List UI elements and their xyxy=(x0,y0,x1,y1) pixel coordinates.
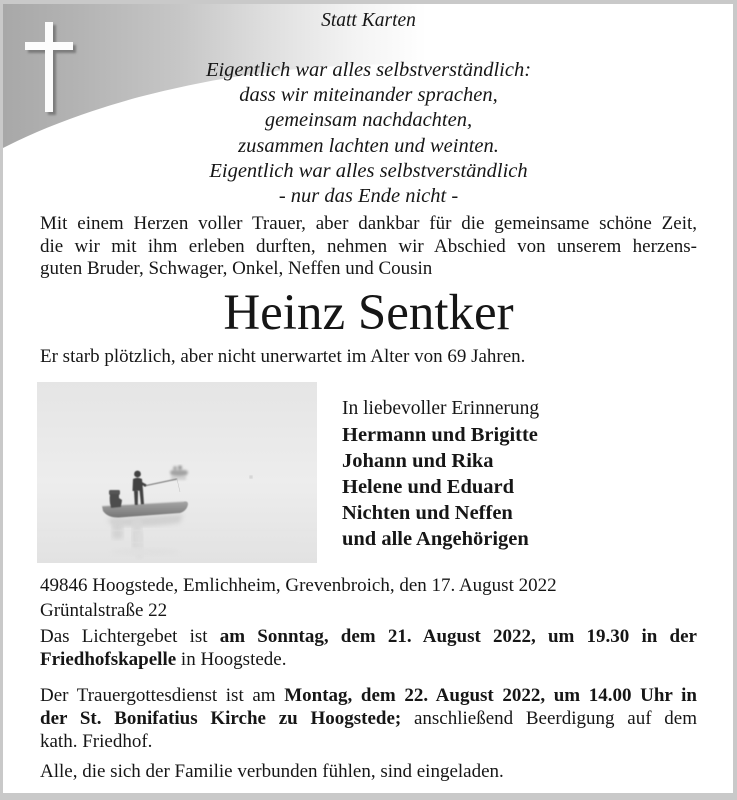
header-banner xyxy=(3,4,733,220)
poem-line: Eigentlich war alles selbstverständlich: xyxy=(205,59,532,81)
trauergottesdienst-date: Montag, dem 22. August 2022, um 14.00 Uhr in xyxy=(284,685,697,706)
mourner-name: und alle Angehörigen xyxy=(342,528,529,550)
mourner-name: Helene und Eduard xyxy=(342,476,515,498)
intro-paragraph xyxy=(40,213,697,281)
memory-block xyxy=(342,396,539,552)
lichtergebet-line xyxy=(40,648,697,671)
poem-line: zusammen lachten und weinten. xyxy=(238,134,499,157)
trauergottesdienst-paragraph xyxy=(40,684,697,753)
memorial-photo xyxy=(37,382,317,563)
intro-line: guten Bruder, Schwager, Onkel, Neffen und Cousin xyxy=(40,258,433,279)
intro-line: die wir mit ihm erleben durften, nehmen wir Abschied von unserem herzens- xyxy=(40,235,697,257)
poem-line: gemeinsam nachdachten, xyxy=(264,109,473,132)
intro-line: Mit einem Herzen voller Trauer, aber dankbar für die gemeinsame schöne Zeit, xyxy=(40,213,697,234)
address-line: 49846 Hoogstede, Emlichheim, Grevenbroich, den 17. August 2022 xyxy=(40,575,557,596)
lichtergebet-text: Das Lichtergebet ist xyxy=(40,626,220,647)
lichtergebet-date: am Sonntag, dem 21. August 2022, um 19.30 in der xyxy=(219,626,697,647)
lichtergebet-place: Friedhofskapelle xyxy=(40,649,177,670)
trauergottesdienst-line: kath. Friedhof. xyxy=(40,731,153,752)
mourner-name: Hermann und Brigitte xyxy=(342,424,538,446)
memory-heading: In liebevoller Erinnerung xyxy=(342,398,540,419)
mourner-name: Johann und Rika xyxy=(342,450,494,472)
buoy-speck xyxy=(250,476,253,479)
address-block xyxy=(40,574,557,623)
trauergottesdienst-line xyxy=(40,684,697,707)
poem-line: - nur das Ende nicht - xyxy=(278,185,459,208)
trauergottesdienst-text: Der Trauergottesdienst ist am xyxy=(40,685,285,706)
poem-line: dass wir miteinander sprachen, xyxy=(239,84,498,107)
obituary-page xyxy=(3,4,733,793)
lichtergebet-text: in Hoogstede. xyxy=(176,649,287,670)
poem-line: Eigentlich war alles selbstverständlich xyxy=(209,159,528,182)
memorial-poem xyxy=(40,58,697,209)
statt-karten-note: Statt Karten xyxy=(321,10,416,31)
lichtergebet-line xyxy=(40,625,697,648)
death-statement: Er starb plötzlich, aber nicht unerwartet im Alter von 69 Jahren. xyxy=(40,346,526,367)
mourner-name: Nichten und Neffen xyxy=(342,502,513,524)
address-line: Grüntalstraße 22 xyxy=(40,599,168,621)
closing-invitation: Alle, die sich der Familie verbunden fühlen, sind eingeladen. xyxy=(40,761,504,782)
lichtergebet-paragraph xyxy=(40,625,697,671)
trauergottesdienst-line xyxy=(40,707,697,730)
deceased-name: Heinz Sentker xyxy=(223,285,514,341)
trauergottesdienst-place: der St. Bonifatius Kirche zu Hoogstede; xyxy=(40,708,402,729)
trauergottesdienst-text: anschließend Beerdigung auf dem xyxy=(401,708,697,729)
